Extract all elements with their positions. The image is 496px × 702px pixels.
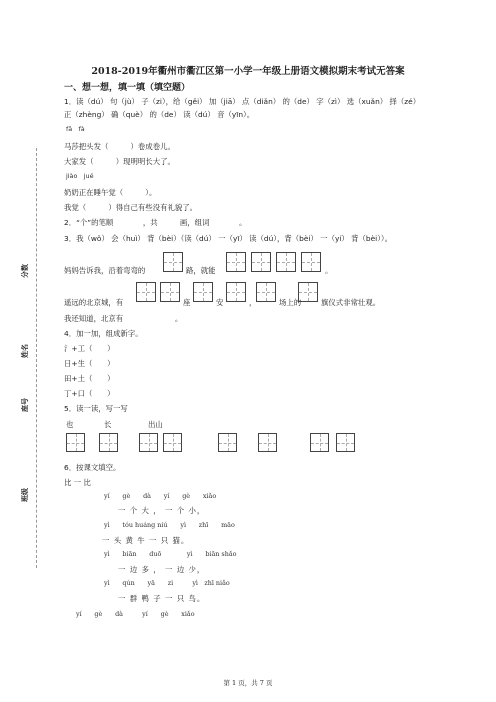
q4-heading: 4．加一加，组成新字。 [64, 329, 143, 338]
q1-sentence1: 马莎把头发（ ）卷成卷儿。 [64, 142, 175, 151]
q1-line2: 正（zhèng） 确（què） 的（de） 读（dú） 音（yīn）。 [64, 110, 255, 119]
q3-heading: 3．我（wǒ） 会（huì） 背（bèi）（读（dú） 一（yī） 读（dú），背（bèi） 一（yí） 背（bèi））。 [64, 234, 392, 243]
binding-line [36, 148, 37, 568]
writing-box[interactable] [139, 433, 158, 452]
q1-sentence4: 我觉（ ）得自己有些没有礼貌了。 [64, 203, 198, 212]
q3-far-e: 场上的 [279, 298, 302, 307]
pinyin-line: yí gè dà yí gè xiǎo [104, 492, 217, 500]
q3-know: 我还知道，北京有 。 [64, 314, 183, 323]
writing-box[interactable] [310, 433, 329, 452]
q3-far-a: 遥远的北京城，有 [64, 298, 124, 307]
q5-word-ye: 也 [66, 420, 74, 429]
writing-box[interactable] [99, 433, 118, 452]
q1-sentence2: 大家发（ ）现明明长大了。 [64, 157, 175, 166]
q3-period: 。 [325, 266, 333, 275]
q4-item: 丁+口（ ） [64, 389, 115, 398]
sidebar-class-label: 班级 [21, 488, 29, 502]
hanzi-line: 一 头 黄 牛 一 只 猫。 [102, 536, 190, 545]
q6-heading: 6．按课文填空。 [64, 463, 121, 472]
q5-heading: 5．读一读，写一写 [64, 404, 128, 413]
pinyin-line: yí gè dà yí gè xiǎo [76, 610, 195, 618]
writing-box[interactable] [298, 282, 318, 302]
writing-box[interactable] [160, 282, 180, 302]
q1-sentence3: 奶奶正在睡午觉（ ）。 [64, 188, 157, 197]
writing-box[interactable] [136, 282, 156, 302]
q5-word-chang: 长 [104, 420, 112, 429]
writing-box[interactable] [276, 252, 296, 272]
q3-far-b: 座 [183, 298, 191, 307]
pinyin-line: yì biān duō yì biān shǎo [104, 550, 237, 558]
pinyin-fa: fā fà [66, 125, 85, 133]
sidebar-id-label: 座号 [21, 398, 29, 412]
q3-far-c: 安 [216, 298, 224, 307]
hanzi-line: 一 个 大 ， 一 个 小， [118, 506, 206, 515]
sidebar-name-label: 姓名 [21, 344, 29, 358]
writing-box[interactable] [218, 433, 237, 452]
q4-item: 田+土（ ） [64, 374, 115, 383]
writing-box[interactable] [258, 433, 277, 452]
q6-compare: 比 一 比 [64, 478, 91, 487]
hanzi-line: 一 群 鸭 子 一 只 鸟。 [118, 594, 206, 603]
pinyin-jue: jiào jué [66, 172, 94, 180]
q3-mom-a: 妈妈告诉我，沿着弯弯的 [64, 266, 146, 275]
q4-item: 氵+工（ ） [64, 344, 115, 353]
hanzi-line: 一 边 多 ， 一 边 少， [118, 565, 206, 574]
writing-box[interactable] [226, 252, 246, 272]
page-title: 2018-2019年衢州市衢江区第一小学一年级上册语文模拟期末考试无答案 [91, 66, 405, 77]
section-heading: 一、想一想，填一填（填空题） [64, 83, 191, 93]
q3-mom-b: 路，就能 [186, 266, 216, 275]
q2-stroke-order: 2．“个”的笔顺 ，共 画，组词 。 [64, 218, 247, 227]
pinyin-line: yì qún yā zi yì zhī niǎo [104, 579, 230, 587]
writing-box[interactable] [336, 433, 355, 452]
writing-box[interactable] [163, 252, 183, 272]
q4-item: 日+生（ ） [64, 359, 115, 368]
writing-box[interactable] [251, 252, 271, 272]
sidebar-score-label: 分数 [21, 264, 29, 278]
page-footer: 第 1 页，共 7 页 [223, 679, 273, 687]
writing-box[interactable] [226, 282, 246, 302]
q1-line1: 1．读（dú） 句（jù） 子（zi），给（gěi） 加（jiā） 点（diǎn） 的（de） 字（zì） 选（xuǎn） 择（zé） [64, 97, 421, 106]
q3-far-f: 旗仪式非常壮观。 [321, 298, 381, 307]
writing-box[interactable] [193, 282, 213, 302]
writing-box[interactable] [256, 282, 276, 302]
writing-box[interactable] [301, 252, 321, 272]
q5-word-chushan: 出山 [148, 420, 163, 429]
writing-box[interactable] [163, 433, 182, 452]
q3-far-d: ， [249, 298, 257, 307]
writing-box[interactable] [66, 433, 85, 452]
pinyin-line: yì tóu huáng niú yì zhī māo [104, 521, 235, 529]
